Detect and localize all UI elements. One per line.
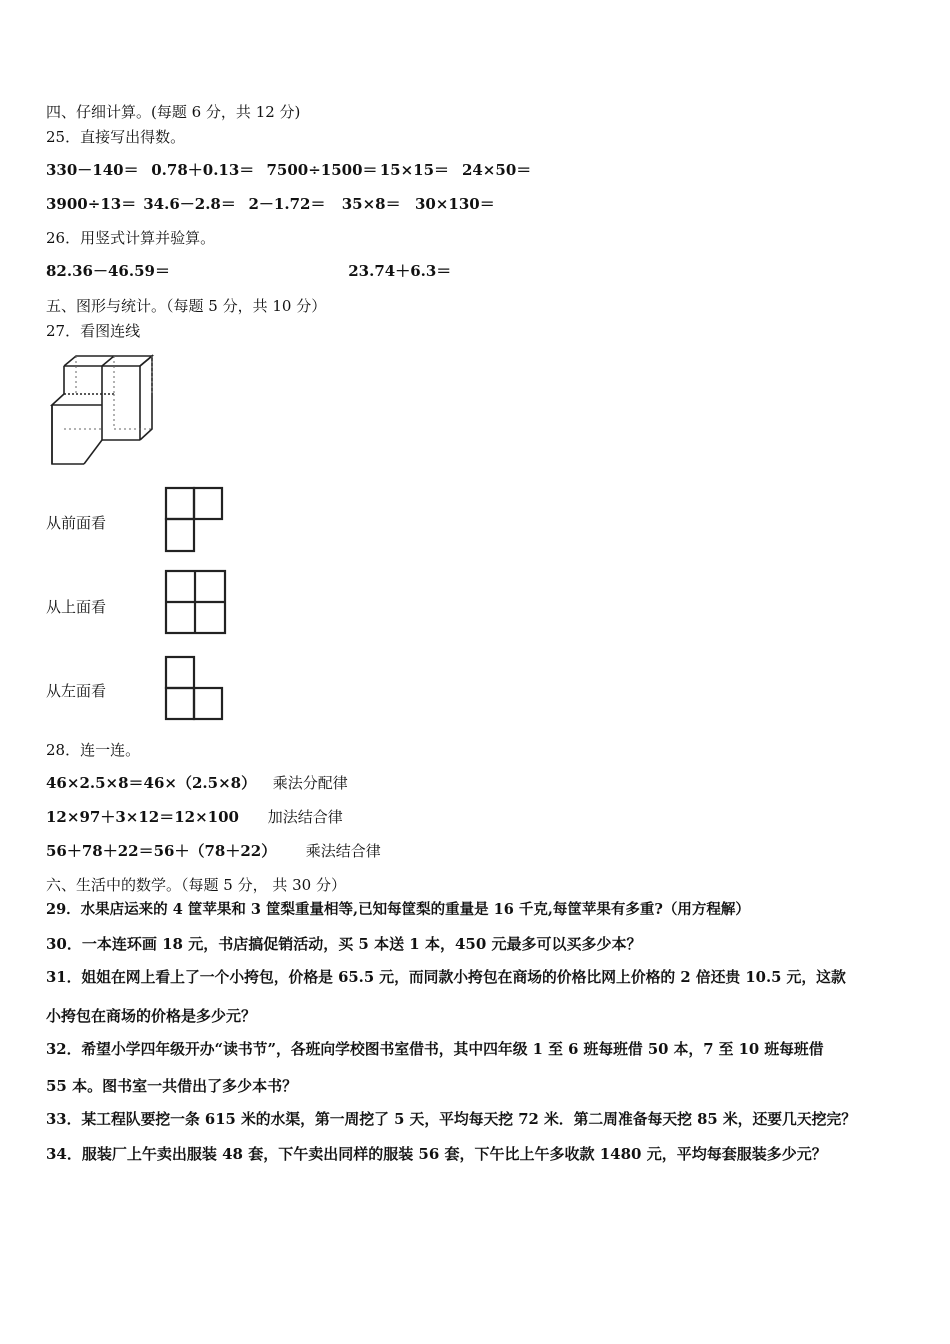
calc-item: 2－1.72＝ [248,195,326,213]
match-expression: 46×2.5×8＝46×（2.5×8） [46,774,257,792]
calc-item: 0.78＋0.13＝ [151,161,255,179]
question-33: 33．某工程队要挖一条 615 米的水渠，第一周挖了 5 天，平均每天挖 72 米．第二周准备每天挖 85 米，还要几天挖完？ [46,1111,857,1128]
question-27: 27．看图连线 [46,322,141,340]
left-view-grid [164,654,226,722]
calc-item: 30×130＝ [414,195,495,213]
calc-item: 24×50＝ [461,161,532,179]
calc-item: 34.6－2.8＝ [143,195,236,213]
section-5-title: 五、图形与统计。（每题 5 分，共 10 分） [46,297,327,315]
calc-item: 35×8＝ [341,195,401,213]
front-view-grid [164,486,226,554]
question-32-cont: 55 本。图书室一共借出了多少本书？ [46,1077,298,1095]
cube-drawing [44,352,159,472]
calc-item: 3900÷13＝ [46,195,137,213]
view-label-left: 从左面看 [46,682,107,700]
vertical-calc-row [46,261,451,281]
question-25: 25．直接写出得数。 [46,128,186,146]
match-law: 加法结合律 [267,808,343,826]
match-row [46,807,343,827]
question-32: 32．希望小学四年级开办“读书节”，各班向学校图书室借书，其中四年级 1 至 6 班每班借 50 本，7 至 10 班每班借 [46,1041,824,1058]
calc-row-2 [46,194,495,214]
calc-item: 15×15＝ [379,161,450,179]
calc-item: 7500÷1500＝ [266,161,378,179]
top-view-grid [164,568,228,636]
question-26: 26．用竖式计算并验算。 [46,229,216,247]
question-29: 29．水果店运来的 4 筐苹果和 3 筐梨重量相等,已知每筐梨的重量是 16 千克,每筐苹果有多重?（用方程解） [46,901,750,918]
match-law: 乘法分配律 [272,774,348,792]
match-law: 乘法结合律 [305,842,381,860]
view-label-top: 从上面看 [46,598,107,616]
view-label-front: 从前面看 [46,514,107,532]
question-30: 30．一本连环画 18 元，书店搞促销活动，买 5 本送 1 本，450 元最多可以买多少本？ [46,935,642,953]
calc-item: 330－140＝ [46,161,139,179]
match-expression: 56＋78＋22＝56＋（78＋22） [46,842,277,860]
section-4-title: 四、仔细计算。(每题 6 分，共 12 分) [46,103,301,121]
match-row [46,841,381,861]
cube-figure [44,352,159,472]
section-6-title: 六、生活中的数学。（每题 5 分， 共 30 分） [46,876,346,894]
calc-item: 82.36－46.59＝ [46,262,170,280]
question-31-cont: 小挎包在商场的价格是多少元？ [46,1007,257,1025]
calc-item: 23.74＋6.3＝ [348,262,452,280]
question-34: 34．服装厂上午卖出服装 48 套，下午卖出同样的服装 56 套，下午比上午多收款 1480 元，平均每套服装多少元？ [46,1145,827,1163]
match-expression: 12×97＋3×12＝12×100 [46,808,239,826]
question-28: 28．连一连。 [46,741,141,759]
match-row [46,773,348,793]
question-31: 31．姐姐在网上看上了一个小挎包，价格是 65.5 元，而同款小挎包在商场的价格比网上价格的 2 倍还贵 10.5 元，这款 [46,969,846,986]
calc-row-1 [46,160,531,180]
